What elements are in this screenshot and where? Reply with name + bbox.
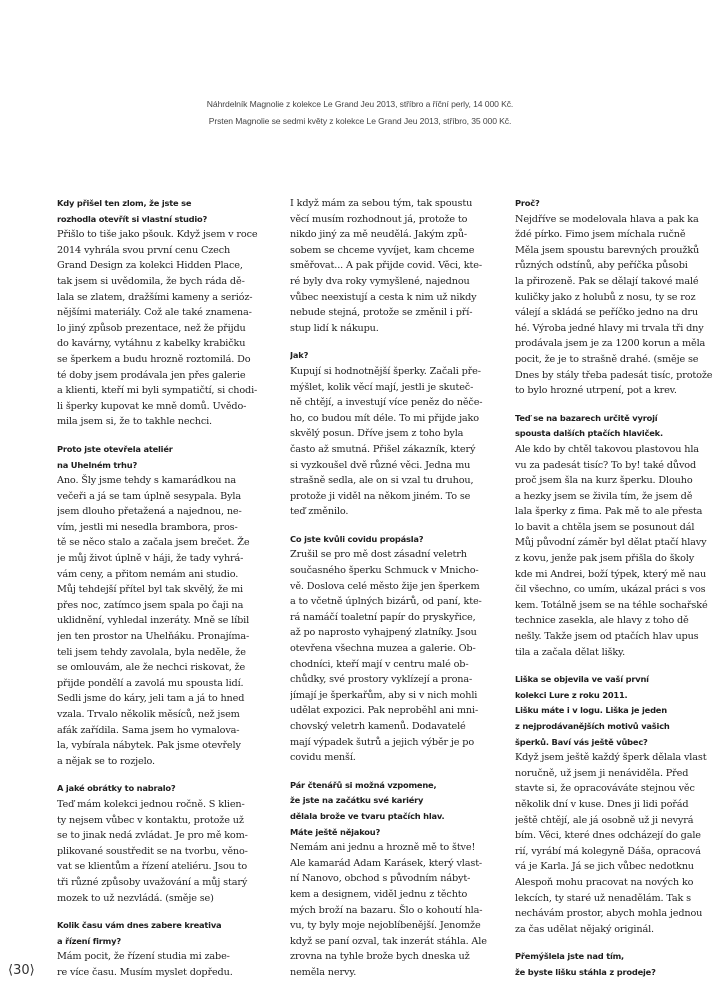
text-line: tři různé způsoby uvažování a můj starý bbox=[57, 876, 248, 888]
text-line: směřovat... A pak přijde covid. Věci, kte- bbox=[290, 260, 482, 272]
interview-question bbox=[515, 672, 713, 750]
text-line: lo jiný způsob prezentace, než že přijdu bbox=[57, 322, 246, 334]
page-number: ⟨30⟩ bbox=[8, 963, 35, 978]
text-line: proč jsem šla na kurz šperku. Dlouho bbox=[515, 475, 693, 487]
text-line: ně chtějí, a investují více peněz do něče- bbox=[290, 397, 483, 409]
text-line: věcí musím rozhodnout já, protože to bbox=[290, 213, 468, 225]
text-line: rií, vyrábí má kolegyně Dáša, opracová bbox=[515, 845, 701, 857]
text-line: Ano. Šly jsme tehdy s kamarádkou na bbox=[57, 475, 236, 487]
text-line: vu za padesát tisíc? To by! také důvod bbox=[515, 459, 697, 471]
text-line: šperků. Baví vás ještě vůbec? bbox=[515, 736, 648, 747]
text-line: Máte ještě nějakou? bbox=[290, 826, 381, 837]
text-line: spousta dalších ptačích hlaviček. bbox=[515, 428, 663, 439]
text-line: re více času. Musím myslet dopředu. bbox=[57, 966, 233, 978]
text-line: sobem se chceme vyvíjet, kam chceme bbox=[290, 244, 475, 256]
text-line: Přišlo to tiše jako pšouk. Když jsem v roce bbox=[57, 229, 258, 241]
text-line: nechávám prostor, abych mohla jednou bbox=[515, 908, 703, 920]
text-line: kolekci Lure z roku 2011. bbox=[515, 689, 628, 700]
text-line: tak jsem si uvědomila, že bych ráda dě- bbox=[57, 275, 245, 287]
text-line: Pár čtenářů si možná vzpomene, bbox=[290, 779, 437, 790]
interview-question bbox=[57, 196, 275, 227]
text-line: Když jsem ještě každý šperk dělala vlast bbox=[515, 752, 707, 764]
text-line: stavte si, že opracováváte stejnou věc bbox=[515, 783, 695, 795]
text-line: Sedli jsme do káry, jeli tam a já to hned bbox=[57, 693, 245, 705]
text-line: Teď se na bazarech určitě vyrojí bbox=[515, 412, 658, 423]
text-line: Kdy přišel ten zlom, že jste se bbox=[57, 198, 192, 208]
text-line: li šperky kupovat ke mně domů. Uvědo- bbox=[57, 400, 247, 412]
text-line: když se paní ozval, tak inzerát stáhla. Ale bbox=[290, 935, 487, 947]
text-line: Mám pocit, že řízení studia mi zabe- bbox=[57, 951, 230, 963]
text-line: jsem dlouho přetažená a najednou, ne- bbox=[57, 506, 242, 518]
text-line: ždé pírko. Fimo jsem míchala ručně bbox=[515, 229, 686, 241]
text-line: že byste lišku stáhla z prodeje? bbox=[515, 966, 656, 977]
interview-answer bbox=[57, 797, 275, 906]
text-line: protože ji viděl na někom jiném. To se bbox=[290, 490, 471, 502]
text-line: vzala. Trvalo několik měsíců, než jsem bbox=[57, 709, 240, 720]
text-line: Přemýšlela jste nad tím, bbox=[515, 951, 624, 962]
interview-question bbox=[515, 411, 713, 442]
text-line: mila jsem si, že to takhle nechci. bbox=[57, 416, 212, 428]
interview-question bbox=[290, 348, 510, 364]
text-line: covidu menší. bbox=[290, 752, 356, 764]
interview-answer bbox=[290, 196, 510, 336]
text-line: až po naprosto vyhajpený zlatníky. Jsou bbox=[290, 627, 477, 639]
text-line: Liška se objevila ve vaší první bbox=[515, 674, 649, 685]
text-line: Můj tehdejší přítel byl tak skvělý, že mi bbox=[57, 584, 243, 596]
text-line: Jak? bbox=[290, 350, 309, 361]
text-line: nikdo jiný za mě neudělá. Jakým způ- bbox=[290, 229, 468, 241]
text-line: Proto jste otevřela ateliér bbox=[57, 443, 173, 454]
text-line: z nejprodávanějších motivů vašich bbox=[515, 721, 670, 731]
text-line: a nějak se to rozjelo. bbox=[57, 755, 155, 767]
text-line: často až smutná. Přišel zákazník, který bbox=[290, 443, 476, 455]
caption-line: Náhrdelník Magnolie z kolekce Le Grand Jeu 2013, stříbro a říční perly, 14 000 Kč. bbox=[206, 99, 514, 109]
text-line: vat se klientům a řízení ateliéru. Jsou to bbox=[57, 861, 248, 873]
text-line: Kupují si hodnotnější šperky. Začali pře- bbox=[290, 365, 481, 377]
text-line: za čas udělat nějaký originál. bbox=[515, 923, 654, 935]
text-line: A jaké obrátky to nabralo? bbox=[57, 783, 176, 794]
text-line: Kolik času vám dnes zabere kreativa bbox=[57, 920, 222, 931]
text-line: tě se něco stalo a začala jsem brečet. Že bbox=[57, 537, 250, 549]
photo-caption bbox=[0, 96, 720, 130]
text-line: se šperkem a budu hrozně roztomilá. Do bbox=[57, 353, 251, 365]
text-line: vá je Karla. Já se jich vůbec nedotknu bbox=[515, 861, 694, 873]
interview-answer bbox=[57, 227, 275, 430]
interview-answer bbox=[290, 840, 510, 980]
text-line: udělat expozici. Pak neproběhl ani mni- bbox=[290, 705, 479, 717]
text-line: Ale kamarád Adam Karásek, který vlast- bbox=[290, 857, 483, 869]
text-line: otevřena všechna muzea a galerie. Ob- bbox=[290, 643, 476, 655]
text-line: Alespoň mohu pracovat na nových ko bbox=[515, 876, 694, 888]
interview-question bbox=[57, 918, 275, 949]
text-line: kde mi Andrei, boží týpek, který mě nau bbox=[515, 568, 707, 580]
text-line: do kavárny, vytáhnu z kabelky krabičku bbox=[57, 338, 246, 350]
interview-question bbox=[515, 949, 713, 980]
interview-answer bbox=[290, 547, 510, 765]
text-line: teli jsem tehdy zavolala, byla neděle, že bbox=[57, 646, 246, 658]
text-line: a hezky jsem se živila tím, že jsem dě bbox=[515, 490, 693, 502]
text-line: plikované soustředit se na tvorbu, věno- bbox=[57, 845, 248, 857]
text-line: ty nejsem vůbec v kontaktu, protože už bbox=[57, 814, 244, 826]
text-line: hé. Výroba jedné hlavy mi trvala tři dny bbox=[515, 322, 704, 334]
text-line: večeři a já se tam úplně sesypala. Byla bbox=[57, 490, 241, 502]
text-line: vám ceny, a přitom nemám ani studio. bbox=[57, 568, 239, 580]
text-line: rá namáčí toaletní papír do pryskyřice, bbox=[290, 611, 476, 623]
text-line: bím. Věci, které dnes odcházejí do gale bbox=[515, 830, 701, 842]
text-line: si vyzkoušel dvě různé věci. Jedna mu bbox=[290, 459, 471, 471]
article-column-3 bbox=[515, 196, 713, 981]
text-line: vím, jestli mi nesedla brambora, pros- bbox=[57, 521, 238, 533]
text-line: Co jste kvůli covidu propásla? bbox=[290, 533, 424, 544]
text-line: různých odstínů, aby peříčka působi bbox=[515, 260, 688, 272]
text-line: několik dní v kuse. Dnes ji lidi pořád bbox=[515, 798, 689, 810]
text-line: strašně sedla, ale on si vzal tu druhou, bbox=[290, 475, 474, 487]
interview-answer bbox=[290, 364, 510, 520]
text-line: neměla nervy. bbox=[290, 966, 357, 978]
text-line: Nemám ani jednu a hrozně mě to štve! bbox=[290, 842, 476, 854]
text-line: ještě chtějí, ale já osobně už ji nevyrá bbox=[515, 814, 694, 826]
caption-line: Prsten Magnolie se sedmi květy z kolekce Le Grand Jeu 2013, stříbro, 35 000 Kč. bbox=[208, 116, 512, 126]
text-line: mýšlet, kolik věcí mají, jestli je skuteč- bbox=[290, 381, 474, 393]
text-line: mých broží na bazaru. Šlo o kohoutí hla- bbox=[290, 904, 483, 916]
text-line: jen ten prostor na Uhelňáku. Pronajíma- bbox=[57, 631, 250, 643]
text-line: Dnes by stály třeba padesát tisíc, protože bbox=[515, 369, 713, 381]
text-line: noručně, už jsem ji nenáviděla. Před bbox=[515, 767, 689, 779]
text-line: jímají je šperkařům, aby si v nich mohli bbox=[290, 689, 478, 701]
interview-answer bbox=[515, 750, 713, 937]
text-line: nešly. Takže jsem od ptačích hlav upus bbox=[515, 631, 699, 643]
text-line: Teď mám kolekci jednou ročně. S klien- bbox=[57, 798, 245, 810]
text-line: vě. Doslova celé město žije jen šperkem bbox=[290, 580, 480, 592]
interview-question bbox=[290, 778, 510, 840]
text-line: vu, ty byly moje nejoblíbenější. Jenomže bbox=[290, 920, 481, 932]
interview-question bbox=[57, 442, 275, 473]
text-line: stup lidí k nákupu. bbox=[290, 322, 379, 334]
text-line: z kovu, jenže pak jsem přišla do školy bbox=[515, 553, 695, 565]
text-line: kem. Totálně jsem se na téhle sochařské bbox=[515, 599, 708, 611]
text-line: přijde pondělí a zavolá mu spousta lidí. bbox=[57, 677, 244, 689]
text-line: dělala brože ve tvaru ptačích hlav. bbox=[290, 810, 445, 821]
interview-answer bbox=[57, 473, 275, 769]
text-line: Můj původní záměr byl dělat ptačí hlavy bbox=[515, 537, 707, 549]
text-line: že jste na začátku své kariéry bbox=[290, 795, 424, 806]
text-line: chodníci, kteří mají v centru malé ob- bbox=[290, 658, 469, 670]
article-column-2 bbox=[290, 196, 510, 993]
text-line: Lišku máte i v logu. Liška je jeden bbox=[515, 705, 667, 716]
text-line: Nejdříve se modelovala hlava a pak ka bbox=[515, 213, 699, 225]
text-line: té doby jsem prodávala jen přes galerie bbox=[57, 369, 246, 381]
text-line: a řízení firmy? bbox=[57, 935, 121, 946]
text-line: přes noc, zatímco jsem spala po čaji na bbox=[57, 599, 244, 611]
text-line: tila a začala dělat lišky. bbox=[515, 646, 626, 658]
text-line: nebude stejná, protože se změnil i pří- bbox=[290, 307, 473, 319]
text-line: se omlouvám, ale že nechci riskovat, že bbox=[57, 662, 246, 674]
text-line: Grand Design za kolekci Hidden Place, bbox=[57, 260, 243, 272]
text-line: současného šperku Schmuck v Mnicho- bbox=[290, 565, 479, 577]
interview-answer bbox=[57, 949, 275, 980]
text-line: mozek to už nezvládá. (směje se) bbox=[57, 892, 214, 904]
text-line: se to jinak nedá zvládat. Je pro mě kom- bbox=[57, 830, 248, 842]
text-line: la přirozeně. Pak se dělají takové malé bbox=[515, 275, 699, 287]
text-line: to bylo hrozné utrpení, pot a krev. bbox=[515, 385, 677, 397]
text-line: Zrušil se pro mě dost zásadní veletrh bbox=[290, 549, 467, 561]
text-line: a klienti, kteří mi byli sympatičtí, si chodi- bbox=[57, 385, 258, 397]
text-line: chůdky, své prostory vyklízejí a prona- bbox=[290, 674, 473, 686]
text-line: afák zařídila. Sama jsem ho vymalova- bbox=[57, 724, 240, 736]
text-line: a to včetně úplných bizárů, od paní, kte- bbox=[290, 596, 482, 608]
text-line: prodávala jsem je za 1200 korun a měla bbox=[515, 338, 706, 350]
text-line: vůbec neexistují a cesta k nim už nikdy bbox=[290, 291, 477, 303]
text-line: kem a designem, viděl jednu z těchto bbox=[290, 888, 468, 900]
article-column-1 bbox=[57, 196, 275, 993]
text-line: Měla jsem spoustu barevných proužků bbox=[515, 244, 700, 256]
interview-question bbox=[290, 532, 510, 548]
interview-question bbox=[57, 781, 275, 797]
text-line: zrovna na tyhle brože bych dneska už bbox=[290, 951, 470, 963]
text-line: skvělý posun. Dříve jsem z toho byla bbox=[290, 428, 464, 440]
text-line: rozhodla otevřít si vlastní studio? bbox=[57, 213, 208, 224]
text-line: na Uhelném trhu? bbox=[57, 459, 138, 470]
text-line: teď změnilo. bbox=[290, 506, 349, 518]
text-line: Proč? bbox=[515, 198, 540, 208]
text-line: chovský veletrh kamenů. Dodavatelé bbox=[290, 721, 466, 732]
text-line: lala šperky z fima. Pak mě to ale přesta bbox=[515, 506, 703, 518]
interview-answer bbox=[515, 442, 713, 660]
text-line: ho, co budou mít déle. To mi přijde jako bbox=[290, 412, 479, 424]
text-line: Ale kdo by chtěl takovou plastovou hla bbox=[515, 443, 699, 455]
text-line: ré byly dva roky vymyšlené, najednou bbox=[290, 275, 470, 287]
text-line: mají výpadek šutrů a jejich výběr je po bbox=[290, 736, 475, 748]
interview-answer bbox=[515, 212, 713, 399]
text-line: lekcích, ty staré už nenadělám. Tak s bbox=[515, 892, 691, 904]
text-line: lala se zlatem, dražšími kameny a serióz- bbox=[57, 291, 253, 303]
text-line: la, vybírala nábytek. Pak jsme otevřely bbox=[57, 740, 241, 752]
text-line: pocit, že je to strašně drahé. (směje se bbox=[515, 353, 699, 365]
text-line: I když mám za sebou tým, tak spoustu bbox=[290, 198, 473, 209]
text-line: čil všechno, co umím, ukázal práci s vos bbox=[515, 584, 706, 596]
text-line: je můj život úplně v háji, že tady vyhrá- bbox=[57, 553, 244, 565]
text-line: válejí a skládá se peříčko jedno na dru bbox=[515, 307, 698, 319]
text-line: ní Nanovo, obchod s původním nábyt- bbox=[290, 873, 471, 885]
text-line: technice zasekla, ale hlavy z toho dě bbox=[515, 615, 689, 627]
text-line: 2014 vyhrála svou první cenu Czech bbox=[57, 244, 231, 256]
text-line: lo bavit a chtěla jsem se posunout dál bbox=[515, 521, 695, 533]
text-line: nějšími materiály. Což ale také znamena- bbox=[57, 307, 252, 319]
interview-question bbox=[515, 196, 713, 212]
text-line: kuličky jako z holubů z nosu, ty se roz bbox=[515, 291, 696, 303]
text-line: uklidnění, vyhledal inzeráty. Mně se líbil bbox=[57, 615, 250, 627]
